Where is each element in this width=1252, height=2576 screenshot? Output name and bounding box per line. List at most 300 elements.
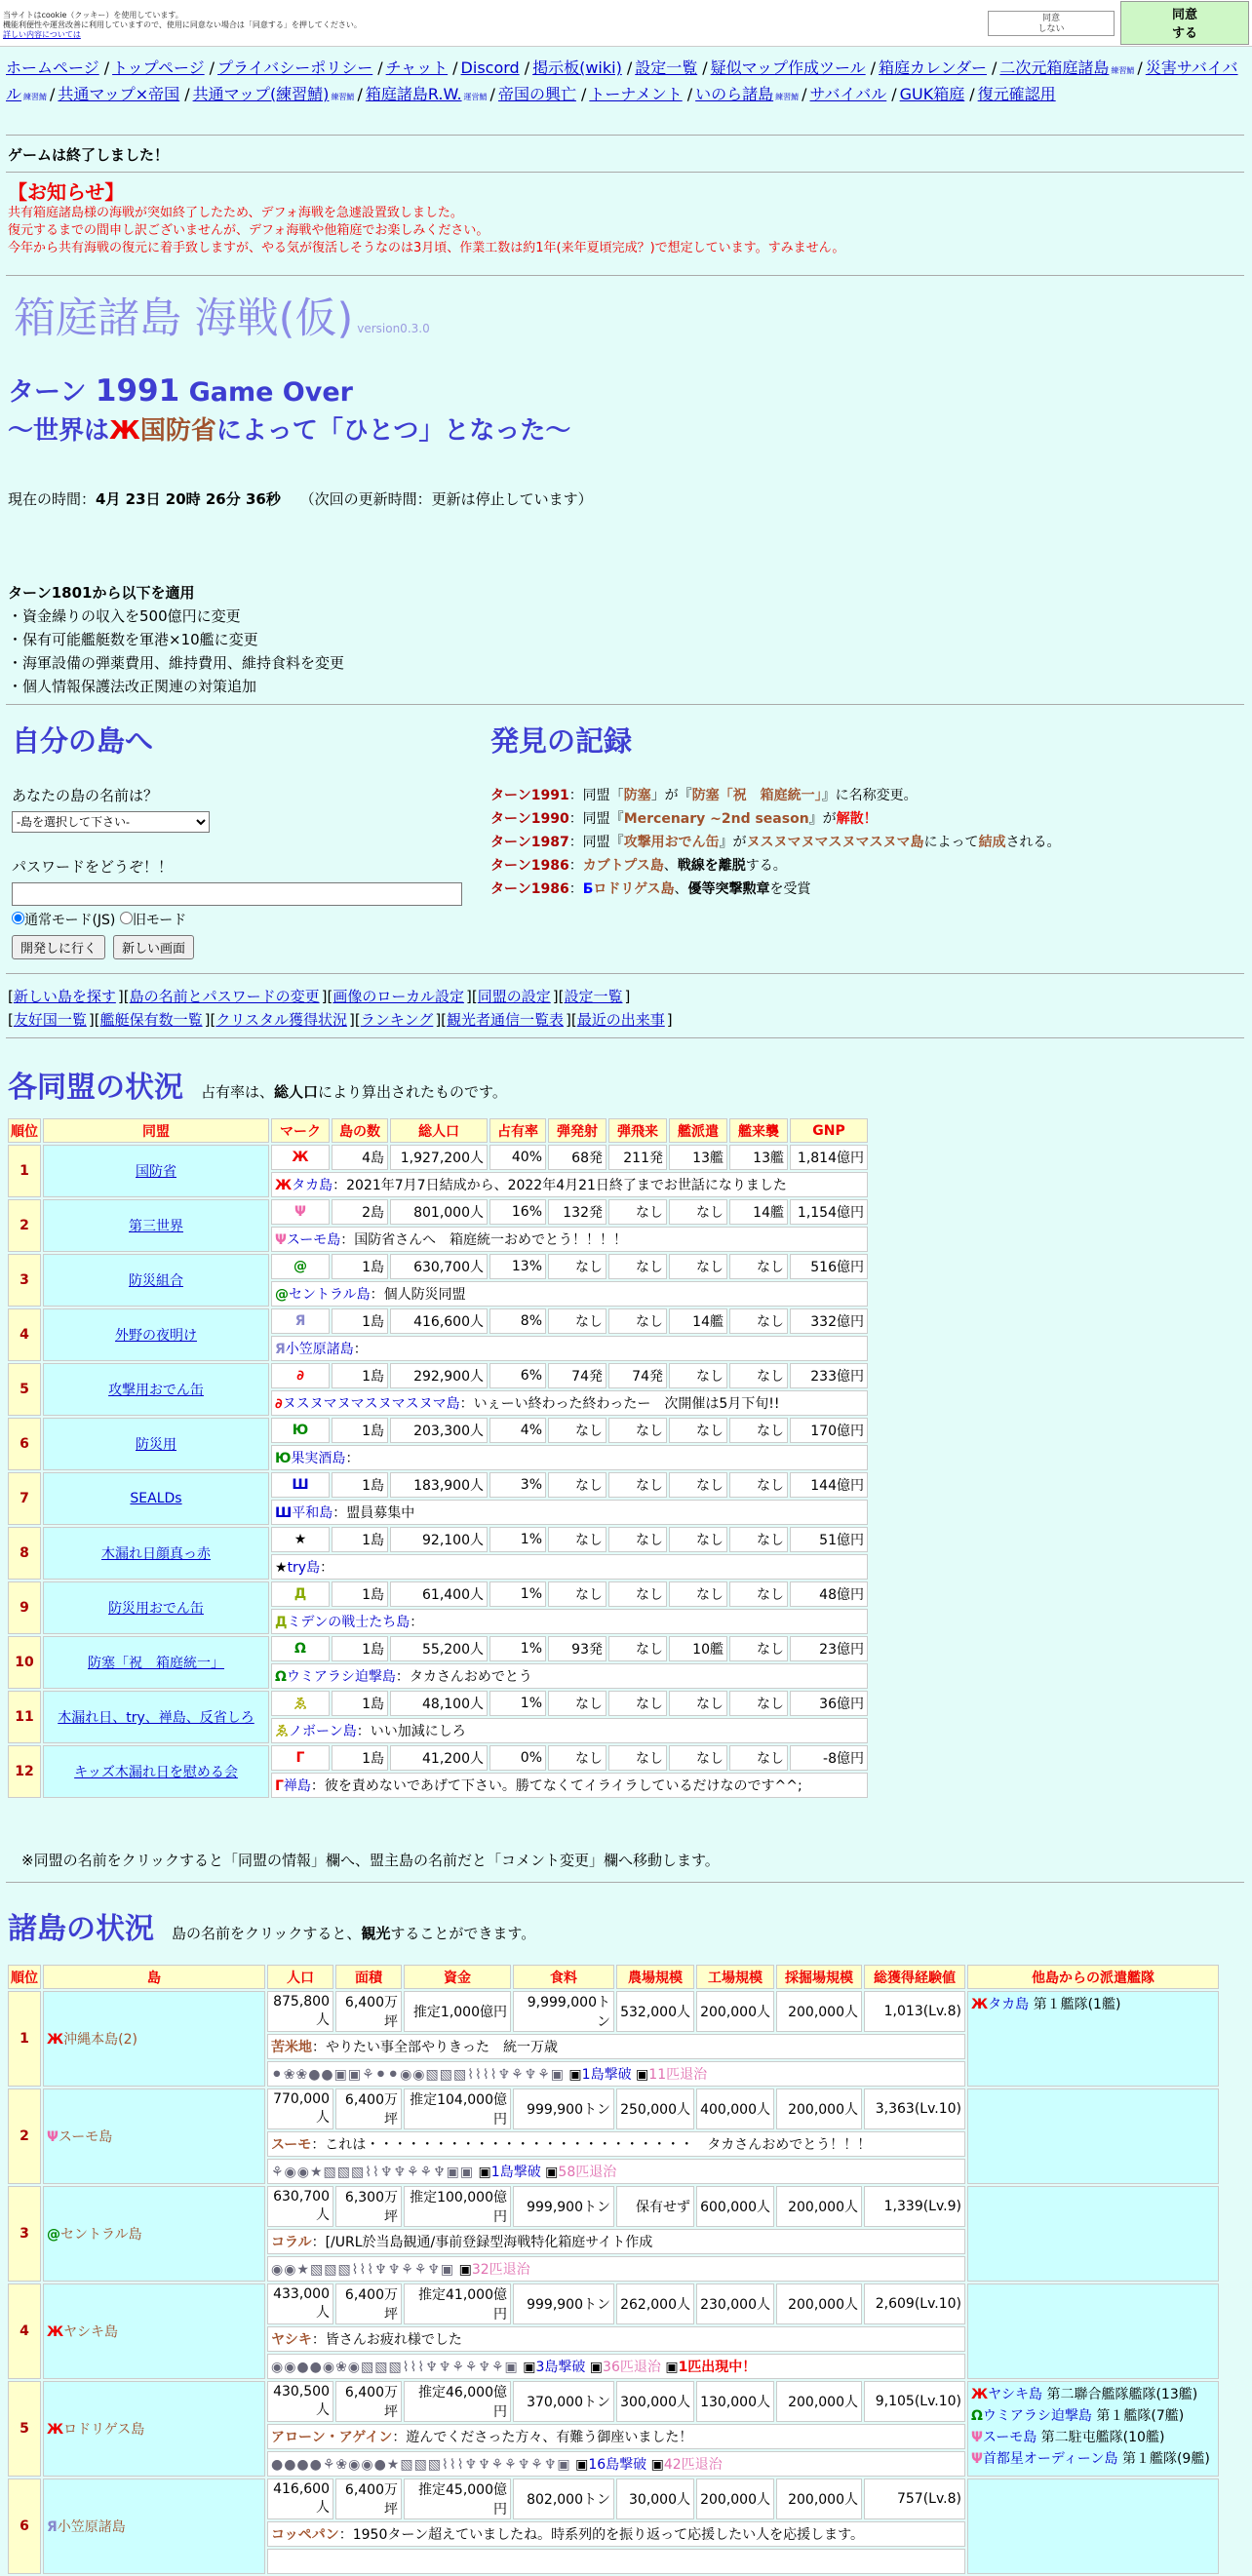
- nav-separator: /: [1137, 59, 1143, 77]
- cookie-agree-button[interactable]: [1120, 1, 1249, 45]
- tool-link[interactable]: 設定一覧: [564, 988, 623, 1005]
- alliance-pop: 92,100人: [390, 1527, 488, 1552]
- alliance-sent: なし: [669, 1472, 727, 1498]
- alliance-name-link[interactable]: 国防省: [136, 1164, 176, 1180]
- alliance-rank: 12: [8, 1745, 41, 1798]
- monster-icon: ▣: [454, 2262, 472, 2278]
- alliance-name-link[interactable]: 防災用おでん缶: [108, 1601, 204, 1617]
- island-col-header: 順位: [8, 1965, 41, 1989]
- island-food: 999,900トン: [513, 2186, 614, 2227]
- medal-icons: ⚘◉◉★▧▧▧⌇⌇♆♆⚘⚘♆▣▣: [271, 2165, 475, 2180]
- nav-link[interactable]: トーナメント: [589, 85, 683, 103]
- nav-link[interactable]: 帝国の興亡: [497, 85, 576, 103]
- alliance-name-cell: [43, 1472, 269, 1525]
- alliance-gnp: 36億円: [790, 1691, 868, 1716]
- leader-mark: Ж: [275, 1178, 293, 1193]
- tool-link[interactable]: 画像のローカル設定: [333, 988, 465, 1005]
- alliance-col-header: 弾発射: [548, 1118, 606, 1143]
- owner-name: ヤシキ: [271, 2332, 312, 2348]
- alliance-sent: 10艦: [669, 1636, 727, 1661]
- alliance-comment: [271, 1390, 868, 1416]
- nav-separator: /: [489, 85, 495, 103]
- cookie-decline-button[interactable]: [988, 11, 1115, 36]
- monster-kill-count: 42匹退治: [663, 2457, 723, 2473]
- island-row: [8, 2186, 1219, 2227]
- island-rank: 1: [8, 1991, 41, 2087]
- nav-link[interactable]: 災害サバイバル: [6, 59, 1238, 103]
- alliance-sent: なし: [669, 1254, 727, 1279]
- alliance-share: 1%: [489, 1636, 546, 1661]
- leader-island-link[interactable]: スーモ島: [286, 1232, 341, 1248]
- alliance-name-cell: [43, 1581, 269, 1634]
- discovery-text: Mercenary ~2nd season: [623, 811, 809, 827]
- nav-link[interactable]: いのら諸島: [695, 85, 774, 103]
- alliance-share: 0%: [489, 1745, 546, 1771]
- alliance-mark: ★: [271, 1527, 330, 1552]
- alliance-inc: なし: [608, 1636, 667, 1661]
- unified-post: によって「ひとつ」となった〜: [215, 416, 571, 446]
- leader-island-link[interactable]: ノボーン島: [289, 1724, 357, 1739]
- monster-kill-count: 58匹退治: [558, 2165, 617, 2180]
- alliance-name-link[interactable]: SEALDs: [130, 1491, 182, 1506]
- alliance-row: [8, 1636, 868, 1661]
- island-mark: Ж: [47, 2032, 64, 2048]
- discovery-text: 』が: [719, 835, 747, 850]
- island-heading-text: 諸島の状況: [8, 1912, 154, 1946]
- island-name-cell: [43, 2478, 265, 2574]
- island-select[interactable]: [12, 811, 210, 833]
- alliance-rank: 8: [8, 1527, 41, 1580]
- fleet-island-link[interactable]: ヤシキ島: [988, 2387, 1043, 2402]
- alliance-comment: [271, 1554, 868, 1580]
- island-heading: [8, 1904, 535, 1947]
- island-mine: 200,000人: [776, 2186, 862, 2227]
- nav-link[interactable]: 疑似マップ作成ツール: [710, 59, 866, 77]
- alliance-col-header: マーク: [271, 1118, 330, 1143]
- alliance-rank: 6: [8, 1418, 41, 1470]
- alliance-comment: [271, 1227, 868, 1252]
- nav-link[interactable]: 共通マップ×帝国: [58, 85, 180, 103]
- nav-link[interactable]: トップページ: [112, 59, 205, 77]
- leader-island-link[interactable]: セントラル島: [289, 1287, 371, 1303]
- alliance-gnp: 1,154億円: [790, 1199, 868, 1225]
- leader-mark: Г: [275, 1778, 284, 1794]
- cookie-text-1: 当サイトはcookie（クッキー）を使用しています。: [3, 11, 183, 20]
- discovery-turn: ターン1986: [490, 881, 569, 897]
- fleet-text: 第１艦隊(7艦): [1091, 2408, 1185, 2424]
- island-pop: 433,000人: [267, 2283, 333, 2324]
- notice-box: [8, 180, 845, 257]
- island-food: 802,000トン: [513, 2478, 614, 2519]
- island-col-header: 食料: [513, 1965, 614, 1989]
- discovery-turn: ターン1990: [490, 811, 569, 827]
- alliance-pop: 801,000人: [390, 1199, 488, 1225]
- alliance-name-link[interactable]: 防災用: [136, 1437, 176, 1453]
- island-money: 推定104,000億円: [404, 2088, 511, 2129]
- cookie-details-link[interactable]: 詳しい内容については: [3, 30, 81, 39]
- alliance-pop: 203,300人: [390, 1418, 488, 1443]
- alliance-table: [6, 1116, 870, 1800]
- time-label: 現在の時間：: [8, 490, 97, 508]
- island-comment: [267, 2229, 965, 2254]
- time-value: 4月 23日 20時 26分 36秒: [96, 490, 281, 508]
- fleet-mark: Ψ: [971, 2451, 983, 2467]
- nav-separator: /: [357, 85, 363, 103]
- alliance-mark: Я: [271, 1308, 330, 1334]
- leader-island-link[interactable]: 果実酒島: [291, 1451, 346, 1466]
- discovery-text: 、: [663, 858, 678, 874]
- island-col-header: 人口: [267, 1965, 333, 1989]
- island-name-cell: [43, 2088, 265, 2184]
- alliance-comment: [271, 1609, 868, 1634]
- alliance-note: ※同盟の名前をクリックすると「同盟の情報」欄へ、盟主島の名前だと「コメント変更」欄へ移動します。: [21, 1852, 720, 1869]
- alliance-name-cell: [43, 1691, 269, 1743]
- divider: [6, 704, 1244, 705]
- nav-link[interactable]: サバイバル: [809, 85, 887, 103]
- alliance-row: [8, 1472, 868, 1498]
- rule-item: ・資金繰りの収入を500億円に変更: [8, 607, 241, 625]
- leader-comment-text: ：タカさんおめでとう: [395, 1669, 532, 1685]
- notice-title: 【お知らせ】: [8, 180, 125, 204]
- leader-island-link[interactable]: ウミアラシ迫撃島: [286, 1669, 396, 1685]
- monster-icon: ▣: [585, 2360, 604, 2375]
- mode-js-radio[interactable]: [12, 912, 24, 924]
- discovery-text: 優等突撃勲章: [687, 881, 770, 897]
- alliance-gnp: 51億円: [790, 1527, 868, 1552]
- discovery-text: ：: [568, 858, 583, 874]
- rules-heading: ターン1801から以下を適用: [8, 584, 195, 602]
- leader-comment-text: ：: [345, 1451, 360, 1466]
- discovery-text: ：同盟『: [568, 835, 624, 850]
- alliance-share: 13%: [489, 1254, 546, 1279]
- alliance-inc: なし: [608, 1581, 667, 1607]
- kill-icon: ▣: [474, 2165, 491, 2180]
- tool-link[interactable]: 島の名前とパスワードの変更: [129, 988, 320, 1005]
- nav-separator: /: [377, 59, 383, 77]
- nav-separator: /: [802, 85, 807, 103]
- island-comment-text: ：やりたい事全部やりきった 統一万歳: [312, 2040, 558, 2055]
- leader-island-link[interactable]: 小笠原諸島: [285, 1342, 354, 1357]
- island-header-row: [8, 1965, 1219, 1989]
- alliance-name-link[interactable]: 防災組合: [129, 1273, 183, 1289]
- island-col-header: 他島からの派遣艦隊: [967, 1965, 1219, 1989]
- notice-line-2: 復元するまでの間申し訳ございませんが、デフォ海戦や他箱庭でお楽しみください。: [8, 223, 489, 238]
- leader-mark: Я: [275, 1342, 286, 1357]
- island-comment-text: ：[/URL於当島観通/事前登録型海戦特化箱庭サイト作成: [311, 2235, 653, 2250]
- leader-island-link[interactable]: 禅島: [283, 1778, 311, 1794]
- island-mark: Я: [47, 2519, 58, 2535]
- medal-icons: ◉◉★▧▧▧⌇⌇⌇♆♆⚘⚘♆▣: [271, 2262, 455, 2278]
- alliance-comment: [271, 1336, 868, 1361]
- alliance-islands: 1島: [332, 1745, 388, 1771]
- alliance-rank: 3: [8, 1254, 41, 1307]
- island-badges: [267, 2061, 965, 2087]
- nav-separator: /: [891, 85, 897, 103]
- alliance-fire: なし: [548, 1745, 606, 1771]
- alliance-sent: 13艦: [669, 1145, 727, 1170]
- alliance-row: [8, 1691, 868, 1716]
- nav-link[interactable]: GUK箱庭: [899, 85, 965, 103]
- island-subtitle: [172, 1925, 535, 1942]
- discovery-entry: [490, 807, 1061, 831]
- nav-separator: /: [870, 59, 877, 77]
- discovery-text: を受賞: [769, 881, 811, 897]
- tool-link[interactable]: 艦艇保有数一覧: [99, 1011, 203, 1029]
- nav-separator: /: [524, 59, 530, 77]
- fleet-cell: [967, 2186, 1219, 2282]
- owner-name: アローン・アゲイン: [271, 2430, 393, 2445]
- tool-link[interactable]: ランキング: [360, 1011, 434, 1029]
- alliance-fire: なし: [548, 1472, 606, 1498]
- island-pop: 770,000人: [267, 2088, 333, 2129]
- turn-status: Game Over: [188, 377, 353, 408]
- alliance-name-link[interactable]: 攻撃用おでん缶: [108, 1383, 204, 1398]
- mode-old-radio[interactable]: [120, 912, 133, 924]
- mode-options: [12, 910, 462, 929]
- alliance-gnp: 1,814億円: [790, 1145, 868, 1170]
- fleet-mark: Ψ: [971, 2430, 983, 2445]
- tool-link[interactable]: 同盟の設定: [477, 988, 551, 1005]
- island-comment-text: ：遊んでくださった方々、有難う御座いました！: [392, 2430, 693, 2445]
- island-mine: 200,000人: [776, 1991, 862, 2032]
- new-window-button[interactable]: 新しい画面: [113, 935, 194, 959]
- nav-separator: /: [580, 85, 587, 103]
- alliance-name-cell: [43, 1363, 269, 1416]
- island-exp: 2,609(Lv.10): [864, 2283, 965, 2324]
- alliance-mark: @: [271, 1254, 330, 1279]
- nav-link[interactable]: 箱庭カレンダー: [879, 59, 988, 77]
- alliance-islands: 1島: [332, 1254, 388, 1279]
- island-factory: 130,000人: [696, 2381, 774, 2422]
- fleet-entry: [971, 2405, 1215, 2427]
- alliance-rank: 1: [8, 1145, 41, 1197]
- fleet-island-link[interactable]: ウミアラシ迫撃島: [982, 2408, 1092, 2424]
- nav-link[interactable]: Discord: [460, 59, 520, 77]
- island-name-link[interactable]: ロドリゲス島: [63, 2422, 145, 2438]
- nav-link[interactable]: ホームページ: [6, 59, 99, 77]
- alliance-name-link[interactable]: キッズ木漏れ日を慰める会: [74, 1765, 238, 1780]
- tool-link[interactable]: クリスタル獲得状況: [215, 1011, 348, 1029]
- discovery-entry: [490, 831, 1061, 854]
- cookie-agree-label-1: 同意: [1171, 8, 1197, 22]
- alliance-fire: なし: [548, 1581, 606, 1607]
- tool-link[interactable]: 最近の出来事: [576, 1011, 665, 1029]
- nav-link[interactable]: 復元確認用: [977, 85, 1056, 103]
- cookie-decline-label-2: しない: [1037, 24, 1065, 34]
- fleet-island-link[interactable]: タカ島: [988, 1997, 1030, 2012]
- alliance-name-link[interactable]: 防塞「祝 箱庭統一」: [88, 1656, 224, 1671]
- island-exp: 9,105(Lv.10): [864, 2381, 965, 2422]
- turn-heading: [8, 371, 353, 409]
- alliance-name-link[interactable]: 第三世界: [129, 1219, 183, 1234]
- island-mark: @: [47, 2227, 60, 2243]
- leader-island-link[interactable]: 平和島: [292, 1505, 333, 1521]
- tool-link[interactable]: 新しい島を探す: [13, 988, 116, 1005]
- leader-island-link[interactable]: ミデンの戦士たち島: [287, 1615, 411, 1630]
- alliance-fire: なし: [548, 1527, 606, 1552]
- owner-name: コラル: [271, 2235, 312, 2250]
- discovery-text: 』に名称変更。: [821, 788, 918, 803]
- discovery-text: 結成: [978, 835, 1006, 850]
- alliance-islands: 4島: [332, 1145, 388, 1170]
- discovery-heading: 発見の記録: [490, 724, 633, 758]
- unification-message: [8, 410, 570, 447]
- nav-link[interactable]: プライバシーポリシー: [217, 59, 373, 77]
- leader-island-link[interactable]: try島: [287, 1560, 321, 1576]
- island-money: 推定41,000億円: [404, 2283, 511, 2324]
- nav-separator: /: [969, 85, 975, 103]
- unified-mark: Ж: [109, 416, 140, 446]
- divider: [6, 135, 1244, 136]
- alliance-comment: [271, 1773, 868, 1798]
- alliance-islands: 2島: [332, 1199, 388, 1225]
- island-mine: 200,000人: [776, 2283, 862, 2324]
- alliance-islands: 1島: [332, 1527, 388, 1552]
- alliance-mark: Д: [271, 1581, 330, 1607]
- kill-icon: ▣: [518, 2360, 536, 2375]
- island-exp: 1,013(Lv.8): [864, 1991, 965, 2032]
- island-badges: [267, 2451, 965, 2477]
- site-nav-links: [6, 57, 1246, 109]
- medal-icons: ⚫❀❀●●▣▣⚘⚫⚫◉◉▧▧▧⌇⌇⌇⌇♆⚘♆⚘▣: [271, 2067, 565, 2083]
- island-rank: 5: [8, 2381, 41, 2477]
- island-pop: 630,700人: [267, 2186, 333, 2227]
- unified-alliance: 国防省: [139, 416, 216, 446]
- leader-mark: Ю: [275, 1451, 292, 1466]
- nav-link[interactable]: 二次元箱庭諸島: [999, 59, 1110, 77]
- leader-comment-text: ：いい加減にしろ: [356, 1724, 466, 1739]
- island-col-header: 総獲得経験値: [864, 1965, 965, 1989]
- nav-tag: 練習鯖: [775, 93, 800, 101]
- alliance-sent: 14艦: [669, 1308, 727, 1334]
- alliance-sub-pre: 占有率は、: [201, 1083, 275, 1101]
- island-name-link[interactable]: スーモ島: [58, 2129, 113, 2145]
- island-comment: [267, 2131, 965, 2157]
- alliance-share: 40%: [489, 1145, 546, 1170]
- discovery-turn: ターン1991: [490, 788, 569, 803]
- alliance-raid: なし: [729, 1691, 788, 1716]
- alliance-mark: Ω: [271, 1636, 330, 1661]
- tool-link[interactable]: 観光者通信一覧表: [447, 1011, 565, 1029]
- alliance-raid: 13艦: [729, 1145, 788, 1170]
- nav-separator: /: [50, 85, 56, 103]
- island-badges: [267, 2159, 965, 2184]
- fleet-mark: Ω: [971, 2408, 983, 2424]
- fleet-entry: [971, 2384, 1215, 2405]
- alliance-share: 1%: [489, 1527, 546, 1552]
- develop-button[interactable]: 開発しに行く: [12, 935, 105, 959]
- leader-island-link[interactable]: ヌスヌマヌマスヌマスヌマ島: [282, 1396, 460, 1412]
- alliance-subtitle: [201, 1083, 507, 1101]
- fleet-island-link[interactable]: スーモ島: [982, 2430, 1037, 2445]
- alliance-inc: なし: [608, 1418, 667, 1443]
- island-farm: 532,000人: [616, 1991, 694, 2032]
- alliance-sent: なし: [669, 1527, 727, 1552]
- alliance-row: [8, 1199, 868, 1225]
- alliance-islands: 1島: [332, 1581, 388, 1607]
- island-factory: 200,000人: [696, 2478, 774, 2519]
- alliance-share: 16%: [489, 1199, 546, 1225]
- medal-icons: ●●●●⚘❀◉◉●★▧▧▧⌇⌇⌇♆♆⚘⚘♆⚘♆▣: [271, 2457, 571, 2473]
- next-update: （次回の更新時間：更新は停止しています）: [299, 490, 593, 508]
- fleet-mark: Ж: [971, 2387, 989, 2402]
- nav-link[interactable]: 掲示板(wiki): [532, 59, 622, 77]
- island-exp: 1,339(Lv.9): [864, 2186, 965, 2227]
- nav-link[interactable]: チャット: [385, 59, 449, 77]
- island-area: 6,400万坪: [335, 2088, 402, 2129]
- mode-old-label: 旧モード: [132, 913, 187, 928]
- discovery-text: ：: [568, 881, 583, 897]
- discovery-text: 防塞: [623, 788, 651, 803]
- my-island-heading: 自分の島へ: [12, 724, 154, 758]
- island-name-link[interactable]: ヤシキ島: [63, 2324, 119, 2340]
- password-input[interactable]: [12, 882, 462, 906]
- nav-separator: /: [452, 59, 458, 77]
- alliance-pop: 41,200人: [390, 1745, 488, 1771]
- tool-link[interactable]: 友好国一覧: [13, 1011, 87, 1029]
- island-badges: [267, 2354, 965, 2379]
- fleet-cell: [967, 2088, 1219, 2184]
- discovery-text: 戦線を離脱: [677, 858, 746, 874]
- alliance-islands: 1島: [332, 1691, 388, 1716]
- alliance-gnp: -8億円: [790, 1745, 868, 1771]
- discovery-entry: [490, 854, 1061, 878]
- alliance-name-link[interactable]: 木漏れ日、try、禅島、反省しろ: [58, 1710, 254, 1726]
- monster-alert: 1匹出現中！: [678, 2360, 757, 2375]
- island-row: [8, 1991, 1219, 2032]
- alliance-mark: ゑ: [271, 1691, 330, 1716]
- leader-mark: Ш: [275, 1505, 293, 1521]
- alliance-raid: なし: [729, 1472, 788, 1498]
- leader-mark: ゑ: [275, 1724, 289, 1739]
- alliance-raid: なし: [729, 1527, 788, 1552]
- kill-count: 3島撃破: [535, 2360, 586, 2375]
- discovery-text: によって: [923, 835, 979, 850]
- island-row: [8, 2478, 1219, 2519]
- island-name-link[interactable]: 小笠原諸島: [57, 2519, 126, 2535]
- leader-comment-text: ：: [353, 1342, 368, 1357]
- nav-separator: /: [209, 59, 215, 77]
- alliance-name-link[interactable]: 外野の夜明け: [115, 1328, 197, 1344]
- discovery-text: 攻撃用おでん缶: [623, 835, 720, 850]
- island-col-header: 島: [43, 1965, 265, 1989]
- discovery-text: する。: [745, 858, 787, 874]
- island-area: 6,400万坪: [335, 2381, 402, 2422]
- leader-mark: Ω: [275, 1669, 287, 1685]
- island-row: [8, 2283, 1219, 2324]
- turn-prefix: ターン: [8, 377, 87, 408]
- alliance-row: [8, 1363, 868, 1388]
- island-col-header: 工場規模: [696, 1965, 774, 1989]
- fleet-text: 第二聯合艦隊艦隊(13艦): [1042, 2387, 1198, 2402]
- leader-island-link[interactable]: タカ島: [292, 1178, 333, 1193]
- alliance-name-cell: [43, 1745, 269, 1798]
- alliance-name-link[interactable]: 木漏れ日顔真っ赤: [101, 1546, 211, 1562]
- discovery-text: ：同盟「: [568, 788, 624, 803]
- fleet-island-link[interactable]: 首都星オーディーン島: [982, 2451, 1118, 2467]
- nav-link[interactable]: 設定一覧: [635, 59, 698, 77]
- alliance-islands: 1島: [332, 1472, 388, 1498]
- island-name-link[interactable]: セントラル島: [60, 2227, 142, 2243]
- island-badges: [267, 2549, 965, 2574]
- alliance-comment: [271, 1172, 868, 1197]
- nav-link[interactable]: 共通マップ(練習鯖): [192, 85, 330, 103]
- island-name-link[interactable]: 沖縄本島(2): [63, 2032, 137, 2048]
- nav-link[interactable]: 箱庭諸島R.W.: [365, 85, 462, 103]
- alliance-row: [8, 1308, 868, 1334]
- alliance-name-cell: [43, 1527, 269, 1580]
- leader-mark: Ψ: [275, 1232, 287, 1248]
